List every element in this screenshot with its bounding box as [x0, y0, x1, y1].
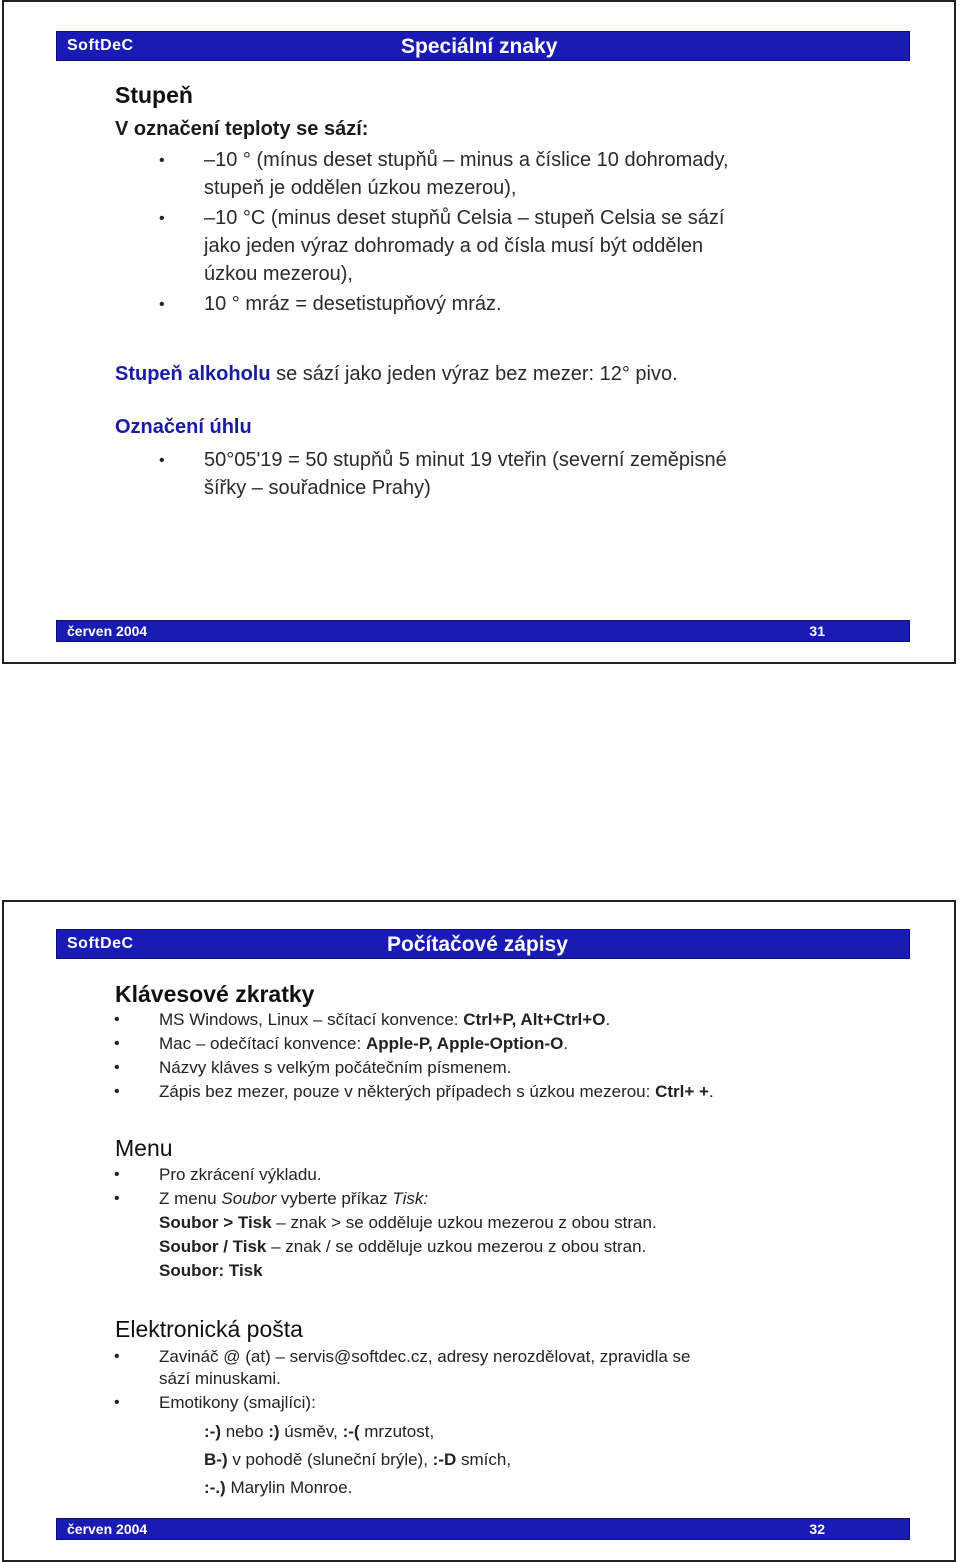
bullet-icon: •: [114, 1083, 120, 1100]
bullet-icon: •: [114, 1059, 120, 1076]
email-line: Emotikony (smajlíci):: [159, 1393, 316, 1412]
slide-header: [56, 929, 910, 959]
email-line: sází minuskami.: [159, 1369, 281, 1388]
bullet-icon: •: [159, 452, 165, 469]
bullet-line: –10 °C (minus deset stupňů Celsia – stupeň Celsia se sází: [204, 207, 725, 229]
section-heading: Stupeň: [115, 82, 193, 108]
bullet-icon: •: [114, 1166, 120, 1183]
emoticon-line: :-.) Marylin Monroe.: [204, 1478, 353, 1497]
footer-date: červen 2004: [67, 1521, 148, 1537]
angle-heading: Označení úhlu: [115, 416, 252, 438]
subheading: V označení teploty se sází:: [115, 118, 369, 140]
alcohol-line: [115, 363, 678, 386]
section-heading: Elektronická pošta: [115, 1316, 303, 1342]
bullet-line: jako jeden výraz dohromady a od čísla musí být oddělen: [204, 235, 704, 257]
bullet-line: 10 ° mráz = desetistupňový mráz.: [204, 293, 502, 315]
shortcut-item: MS Windows, Linux – sčítací konvence: Ctrl+P, Alt+Ctrl+O.: [159, 1010, 611, 1029]
bullet-icon: •: [114, 1035, 120, 1052]
softdec-logo: SoftDeC: [67, 37, 134, 54]
page-number: 32: [809, 1521, 825, 1537]
bullet-icon: •: [159, 296, 165, 313]
slide-title: Počítačové zápisy: [387, 933, 568, 956]
menu-item: Z menu Soubor vyberte příkaz Tisk:: [159, 1189, 429, 1208]
email-line: Zavináč @ (at) – servis@softdec.cz, adresy nerozdělovat, zpravidla se: [159, 1347, 691, 1366]
bullet-icon: •: [114, 1011, 120, 1028]
slide-32: [2, 900, 956, 1562]
bullet-line: úzkou mezerou),: [204, 263, 353, 285]
slide-footer: [56, 1518, 910, 1540]
section-heading: Klávesové zkratky: [115, 981, 315, 1007]
slide-31: [2, 0, 956, 664]
page-number: 31: [809, 623, 825, 639]
slide-footer: [56, 620, 910, 642]
bullet-line: stupeň je oddělen úzkou mezerou),: [204, 177, 517, 199]
shortcut-item: Názvy kláves s velkým počátečním písmenem.: [159, 1058, 512, 1077]
bullet-icon: •: [114, 1190, 120, 1207]
menu-example: Soubor: Tisk: [159, 1261, 263, 1280]
bullet-line: –10 ° (mínus deset stupňů – minus a číslice 10 dohromady,: [204, 149, 729, 171]
menu-example: Soubor > Tisk – znak > se odděluje uzkou mezerou z obou stran.: [159, 1213, 657, 1232]
shortcut-item: Zápis bez mezer, pouze v některých případech s úzkou mezerou: Ctrl+ +.: [159, 1082, 714, 1101]
bullet-line: 50°05'19 = 50 stupňů 5 minut 19 vteřin (severní zeměpisné: [204, 449, 727, 471]
shortcut-item: Mac – odečítací konvence: Apple-P, Apple-Option-O.: [159, 1034, 569, 1053]
bullet-icon: •: [159, 152, 165, 169]
bullet-icon: •: [159, 210, 165, 227]
emoticon-line: :-) nebo :) úsměv, :-( mrzutost,: [204, 1422, 435, 1441]
softdec-logo: SoftDeC: [67, 935, 134, 952]
bullet-icon: •: [114, 1348, 120, 1365]
alcohol-text: se sází jako jeden výraz bez mezer: 12° pivo.: [270, 363, 678, 385]
slide-header: [56, 31, 910, 61]
footer-date: červen 2004: [67, 623, 148, 639]
bullet-icon: •: [114, 1394, 120, 1411]
bullet-line: šířky – souřadnice Prahy): [204, 477, 431, 499]
alcohol-label: Stupeň alkoholu: [115, 363, 271, 385]
section-heading: Menu: [115, 1135, 173, 1161]
menu-item: Pro zkrácení výkladu.: [159, 1165, 322, 1184]
menu-example: Soubor / Tisk – znak / se odděluje uzkou mezerou z obou stran.: [159, 1237, 647, 1256]
slide-title: Speciální znaky: [401, 35, 558, 58]
emoticon-line: B-) v pohodě (sluneční brýle), :-D smích,: [204, 1450, 512, 1469]
